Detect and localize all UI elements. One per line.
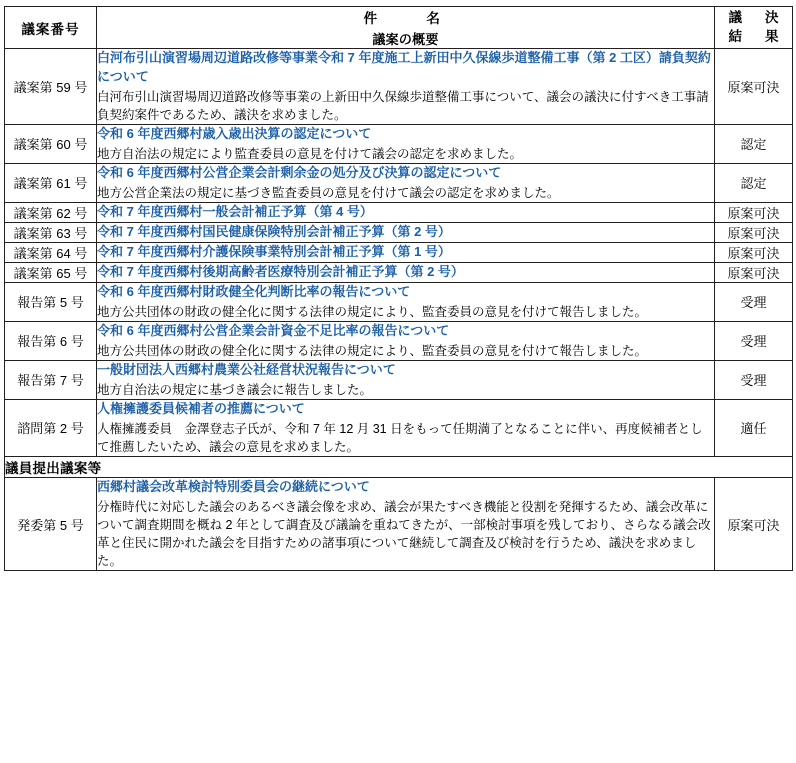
header-result-line2: 結 果 — [728, 28, 784, 44]
row-number: 報告第 7 号 — [5, 360, 97, 399]
row-subject — [97, 262, 715, 282]
row-title: 令和 6 年度西郷村公営企業会計資金不足比率の報告について — [97, 322, 450, 338]
header-subject-line1: 件 名 — [363, 11, 448, 26]
row-result: 適任 — [715, 399, 793, 456]
row-desc: 地方自治法の規定に基づき議会に報告しました。 — [97, 382, 373, 397]
row-subject — [97, 399, 715, 456]
row-result: 原案可決 — [715, 242, 793, 262]
row-number: 議案第 63 号 — [5, 222, 97, 242]
row-subject — [97, 222, 715, 242]
table-row — [5, 282, 793, 321]
table-row — [5, 222, 793, 242]
row-subject — [97, 124, 715, 163]
row-title: 人権擁護委員候補者の推薦について — [97, 400, 305, 416]
row-number: 議案第 61 号 — [5, 163, 97, 202]
row-number: 報告第 6 号 — [5, 321, 97, 360]
header-result — [715, 7, 793, 49]
row-result: 原案可決 — [715, 477, 793, 570]
row-subject — [97, 360, 715, 399]
table-row — [5, 124, 793, 163]
row-number: 議案第 59 号 — [5, 49, 97, 125]
row-result: 認定 — [715, 163, 793, 202]
row-number: 議案第 62 号 — [5, 202, 97, 222]
table-row — [5, 49, 793, 125]
table-header — [5, 7, 793, 49]
row-subject — [97, 49, 715, 125]
row-result: 受理 — [715, 321, 793, 360]
row-result: 受理 — [715, 360, 793, 399]
row-title: 令和 7 年度西郷村介護保険事業特別会計補正予算（第 1 号） — [97, 243, 451, 259]
row-subject — [97, 202, 715, 222]
table-row — [5, 360, 793, 399]
table-body — [5, 49, 793, 571]
header-result-line1: 議 決 — [728, 10, 784, 26]
row-number: 報告第 5 号 — [5, 282, 97, 321]
row-number: 議案第 65 号 — [5, 262, 97, 282]
row-number: 議案第 64 号 — [5, 242, 97, 262]
row-subject — [97, 477, 715, 570]
row-title: 令和 7 年度西郷村国民健康保険特別会計補正予算（第 2 号） — [97, 223, 451, 239]
row-subject — [97, 321, 715, 360]
table-row — [5, 477, 793, 570]
row-desc: 分権時代に対応した議会のあるべき議会像を求め、議会が果たすべき機能と役割を発揮するため、議会改革について調査期間を概ね 2 年として調査及び議論を重ねてきたが、一部検討事項を残しており、さらなる議会改革と住民に開かれた議会を目指すための諸事項について継続して調査及び検討を行うため、議決を求めました。 — [97, 499, 711, 569]
row-result: 受理 — [715, 282, 793, 321]
row-title: 西郷村議会改革検討特別委員会の継続について — [97, 478, 370, 494]
row-result: 認定 — [715, 124, 793, 163]
row-result: 原案可決 — [715, 49, 793, 125]
row-title: 令和 6 年度西郷村財政健全化判断比率の報告について — [97, 283, 411, 299]
row-desc: 地方公共団体の財政の健全化に関する法律の規定により、監査委員の意見を付けて報告しました。 — [97, 343, 648, 358]
row-desc: 地方公営企業法の規定に基づき監査委員の意見を付けて議会の認定を求めました。 — [97, 185, 560, 200]
row-desc: 地方自治法の規定により監査委員の意見を付けて議会の認定を求めました。 — [97, 146, 523, 161]
row-result: 原案可決 — [715, 262, 793, 282]
header-number: 議案番号 — [5, 7, 97, 49]
row-subject — [97, 282, 715, 321]
row-number: 諮問第 2 号 — [5, 399, 97, 456]
row-title: 令和 6 年度西郷村公営企業会計剰余金の処分及び決算の認定について — [97, 164, 502, 180]
section-header-row — [5, 456, 793, 477]
table-row — [5, 242, 793, 262]
row-title: 一般財団法人西郷村農業公社経営状況報告について — [97, 361, 396, 377]
agenda-table — [4, 6, 793, 571]
table-row — [5, 262, 793, 282]
row-desc: 地方公共団体の財政の健全化に関する法律の規定により、監査委員の意見を付けて報告しました。 — [97, 304, 648, 319]
row-result: 原案可決 — [715, 222, 793, 242]
row-title: 令和 6 年度西郷村歳入歳出決算の認定について — [97, 125, 372, 141]
header-subject — [97, 7, 715, 49]
row-subject — [97, 242, 715, 262]
row-desc: 人権擁護委員 金澤登志子氏が、令和 7 年 12 月 31 日をもって任期満了となることに伴い、再度候補者として推薦したいため、議会の意見を求めました。 — [97, 421, 703, 454]
table-row — [5, 202, 793, 222]
row-subject — [97, 163, 715, 202]
row-title: 白河布引山演習場周辺道路改修等事業令和 7 年度施工上新田中久保線歩道整備工事（第 2 工区）請負契約について — [97, 50, 711, 84]
section-label: 議員提出議案等 — [5, 456, 793, 477]
row-number: 発委第 5 号 — [5, 477, 97, 570]
table-row — [5, 321, 793, 360]
table-row — [5, 399, 793, 456]
row-desc: 白河布引山演習場周辺道路改修等事業の上新田中久保線歩道整備工事について、議会の議決に付すべき工事請負契約案件であるため、議決を求めました。 — [97, 89, 709, 122]
row-result: 原案可決 — [715, 202, 793, 222]
header-row — [5, 7, 793, 49]
row-number: 議案第 60 号 — [5, 124, 97, 163]
row-title: 令和 7 年度西郷村一般会計補正予算（第 4 号） — [97, 203, 373, 219]
row-title: 令和 7 年度西郷村後期高齢者医療特別会計補正予算（第 2 号） — [97, 263, 464, 279]
header-subject-line2: 議案の概要 — [372, 32, 439, 47]
table-row — [5, 163, 793, 202]
